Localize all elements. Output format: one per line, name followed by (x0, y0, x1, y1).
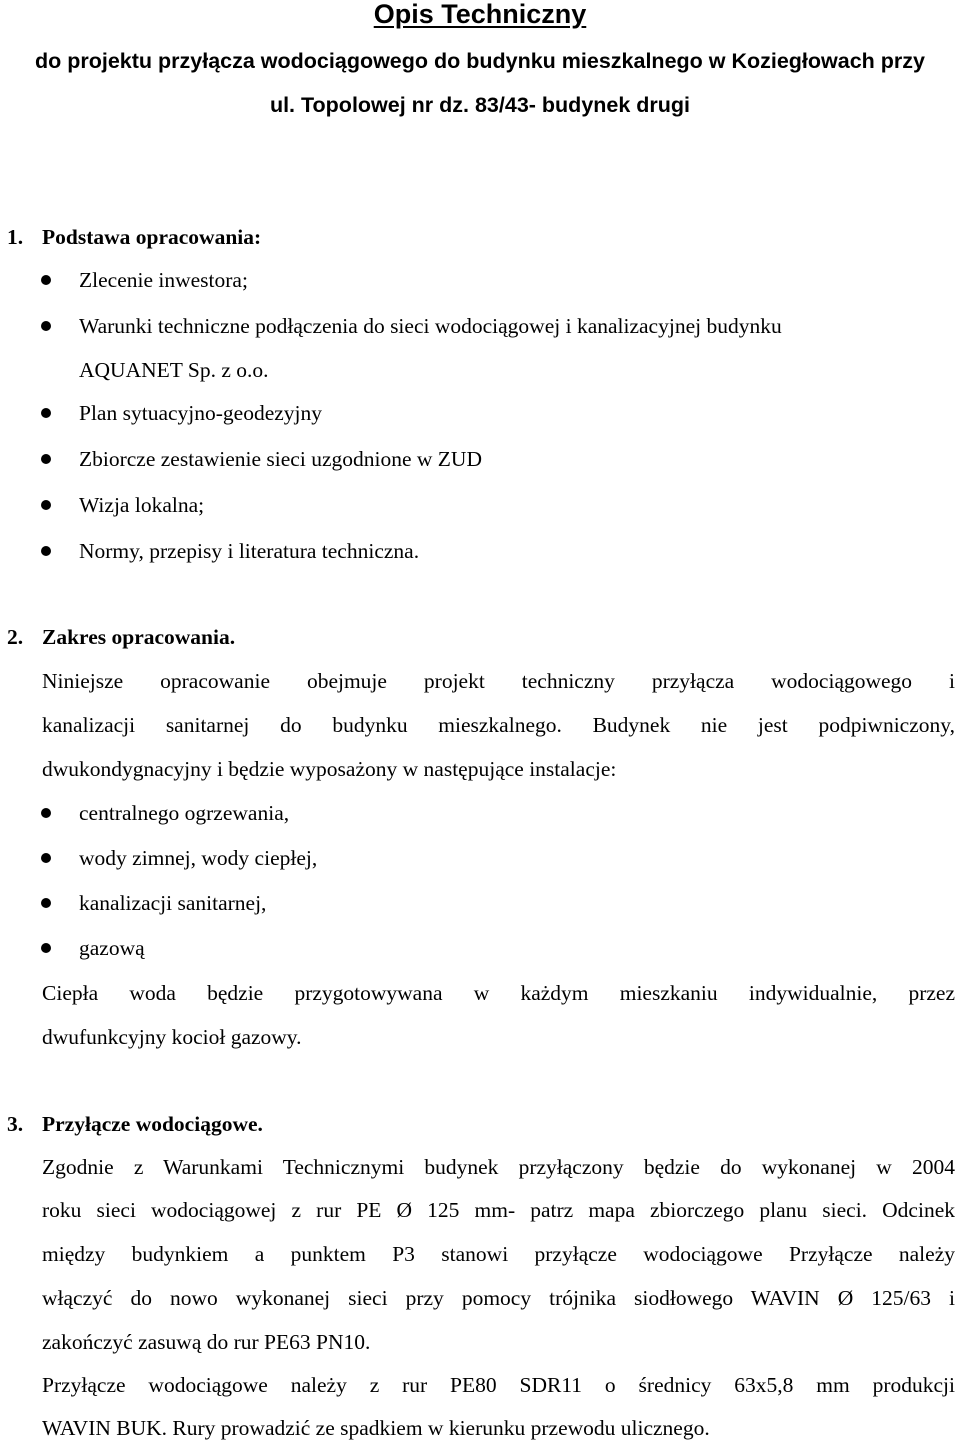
subtitle-line-1: do projektu przyłącza wodociągowego do budynku mieszkalnego w Koziegłowach przy (35, 49, 925, 73)
paragraph-line: dwufunkcyjny kocioł gazowy. (42, 1025, 302, 1049)
paragraph-line: Niniejsze opracowanie obejmuje projekt techniczny przyłącza wodociągowego i (42, 669, 955, 693)
subtitle-line-2: ul. Topolowej nr dz. 83/43- budynek drugi (269, 93, 691, 117)
bullet-icon (41, 500, 51, 510)
bullet-icon (41, 943, 51, 953)
bullet-icon (41, 853, 51, 863)
paragraph-line: Ciepła woda będzie przygotowywana w każdym mieszkaniu indywidualnie, przez (42, 981, 955, 1005)
section-1-heading (7, 222, 261, 252)
section-3-title: Przyłącze wodociągowe. (42, 1112, 263, 1136)
list-item: centralnego ogrzewania, (79, 801, 290, 825)
section-1-number: 1. (7, 225, 24, 249)
bullet-icon (41, 408, 51, 418)
list-item: Plan sytuacyjno-geodezyjny (79, 401, 323, 425)
page-title: Opis Techniczny (373, 0, 587, 29)
paragraph-line: Przyłącze wodociągowe należy z rur PE80 SDR11 o średnicy 63x5,8 mm produkcji (42, 1373, 955, 1397)
paragraph-line: między budynkiem a punktem P3 stanowi przyłącze wodociągowe Przyłącze należy (42, 1242, 955, 1266)
paragraph-line: Zgodnie z Warunkami Technicznymi budynek przyłączony będzie do wykonanej w 2004 (42, 1155, 955, 1179)
section-3-heading (7, 1109, 263, 1139)
section-1-title: Podstawa opracowania: (42, 225, 262, 249)
bullet-icon (41, 321, 51, 331)
paragraph-line: WAVIN BUK. Rury prowadzić ze spadkiem w kierunku przewodu ulicznego. (42, 1416, 710, 1440)
bullet-icon (41, 898, 51, 908)
list-item: Zlecenie inwestora; (79, 268, 248, 292)
paragraph-line: roku sieci wodociągowej z rur PE Ø 125 mm- patrz mapa zbiorczego planu sieci. Odcinek (42, 1198, 955, 1222)
section-2-heading (7, 622, 235, 652)
paragraph-line: włączyć do nowo wykonanej sieci przy pomocy trójnika siodłowego WAVIN Ø 125/63 i (42, 1286, 955, 1310)
paragraph-line: kanalizacji sanitarnej do budynku mieszkalnego. Budynek nie jest podpiwniczony, (42, 713, 955, 737)
section-2-title: Zakres opracowania. (42, 625, 236, 649)
paragraph-line: dwukondygnacyjny i będzie wyposażony w następujące instalacje: (42, 757, 617, 781)
list-item-continuation: AQUANET Sp. z o.o. (79, 358, 269, 382)
bullet-icon (41, 275, 51, 285)
list-item: gazową (79, 936, 145, 960)
bullet-icon (41, 808, 51, 818)
bullet-icon (41, 454, 51, 464)
list-item: Warunki techniczne podłączenia do sieci wodociągowej i kanalizacyjnej budynku (79, 314, 782, 338)
list-item: kanalizacji sanitarnej, (79, 891, 267, 915)
section-3-number: 3. (7, 1112, 24, 1136)
list-item: Normy, przepisy i literatura techniczna. (79, 539, 420, 563)
bullet-icon (41, 546, 51, 556)
section-2-number: 2. (7, 625, 24, 649)
list-item: Wizja lokalna; (79, 493, 205, 517)
list-item: wody zimnej, wody ciepłej, (79, 846, 318, 870)
list-item: Zbiorcze zestawienie sieci uzgodnione w ZUD (79, 447, 482, 471)
paragraph-line: zakończyć zasuwą do rur PE63 PN10. (42, 1330, 371, 1354)
